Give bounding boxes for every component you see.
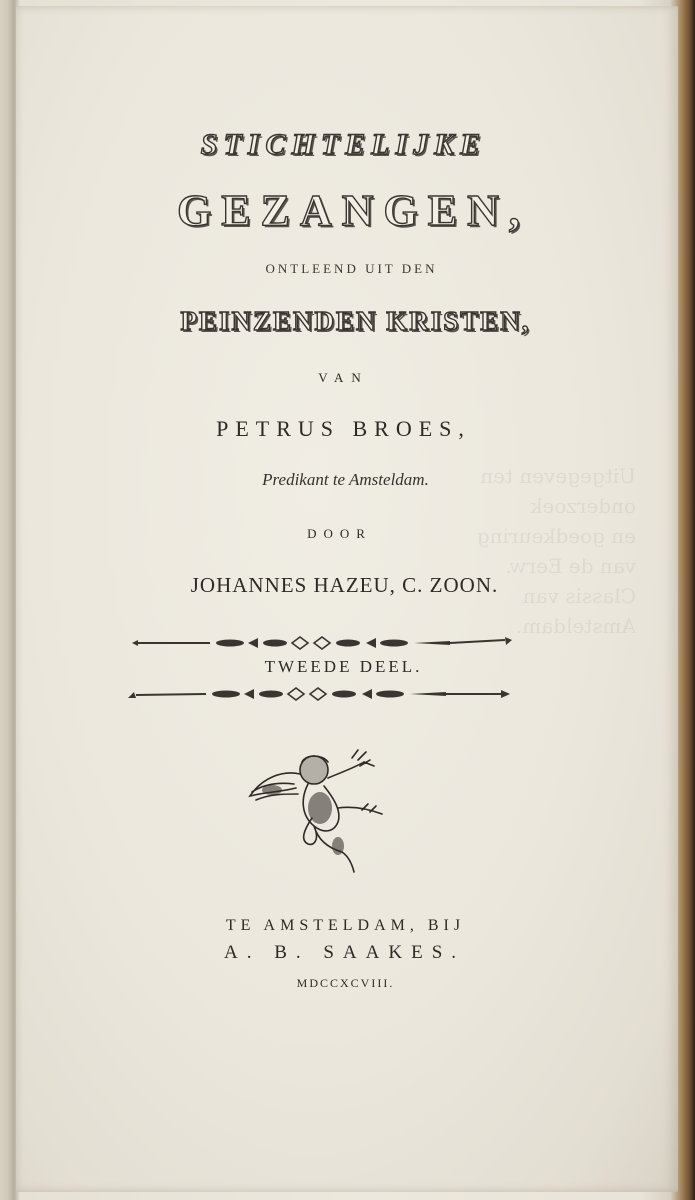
translator-name: JOHANNES HAZEU, C. ZOON. — [190, 573, 499, 597]
author-role: Predikant te Amsteldam. — [262, 470, 429, 489]
imprint-year: MDCCXCVIII. — [296, 976, 395, 990]
subtitle-ontleend: ONTLEEND UIT DEN — [265, 261, 438, 276]
van-label: VAN — [318, 370, 369, 385]
imprint-publisher: A. B. SAAKES. — [223, 942, 466, 963]
show-through-text: Uitgegeven ten onderzoek en goedkeuring van de Eerw. Classis van Amsteldam. — [476, 464, 636, 638]
door-label: DOOR — [307, 526, 372, 541]
cherub-vignette-icon — [242, 748, 392, 873]
title-page — [16, 6, 678, 1192]
author-name: PETRUS BROES, — [216, 416, 471, 441]
title-line-gezangen: GEZANGEN, — [177, 186, 530, 235]
imprint-place: TE AMSTELDAM, BIJ — [225, 917, 466, 934]
decorative-rule-bottom-icon — [126, 684, 514, 704]
volume-label: TWEEDE DEEL. — [264, 657, 423, 676]
title-line-peinzenden-kristen: PEINZENDEN KRISTEN, — [180, 306, 531, 336]
title-line-stichtelijke: STICHTELIJKE — [200, 128, 487, 161]
decorative-rule-top-icon — [130, 633, 515, 653]
